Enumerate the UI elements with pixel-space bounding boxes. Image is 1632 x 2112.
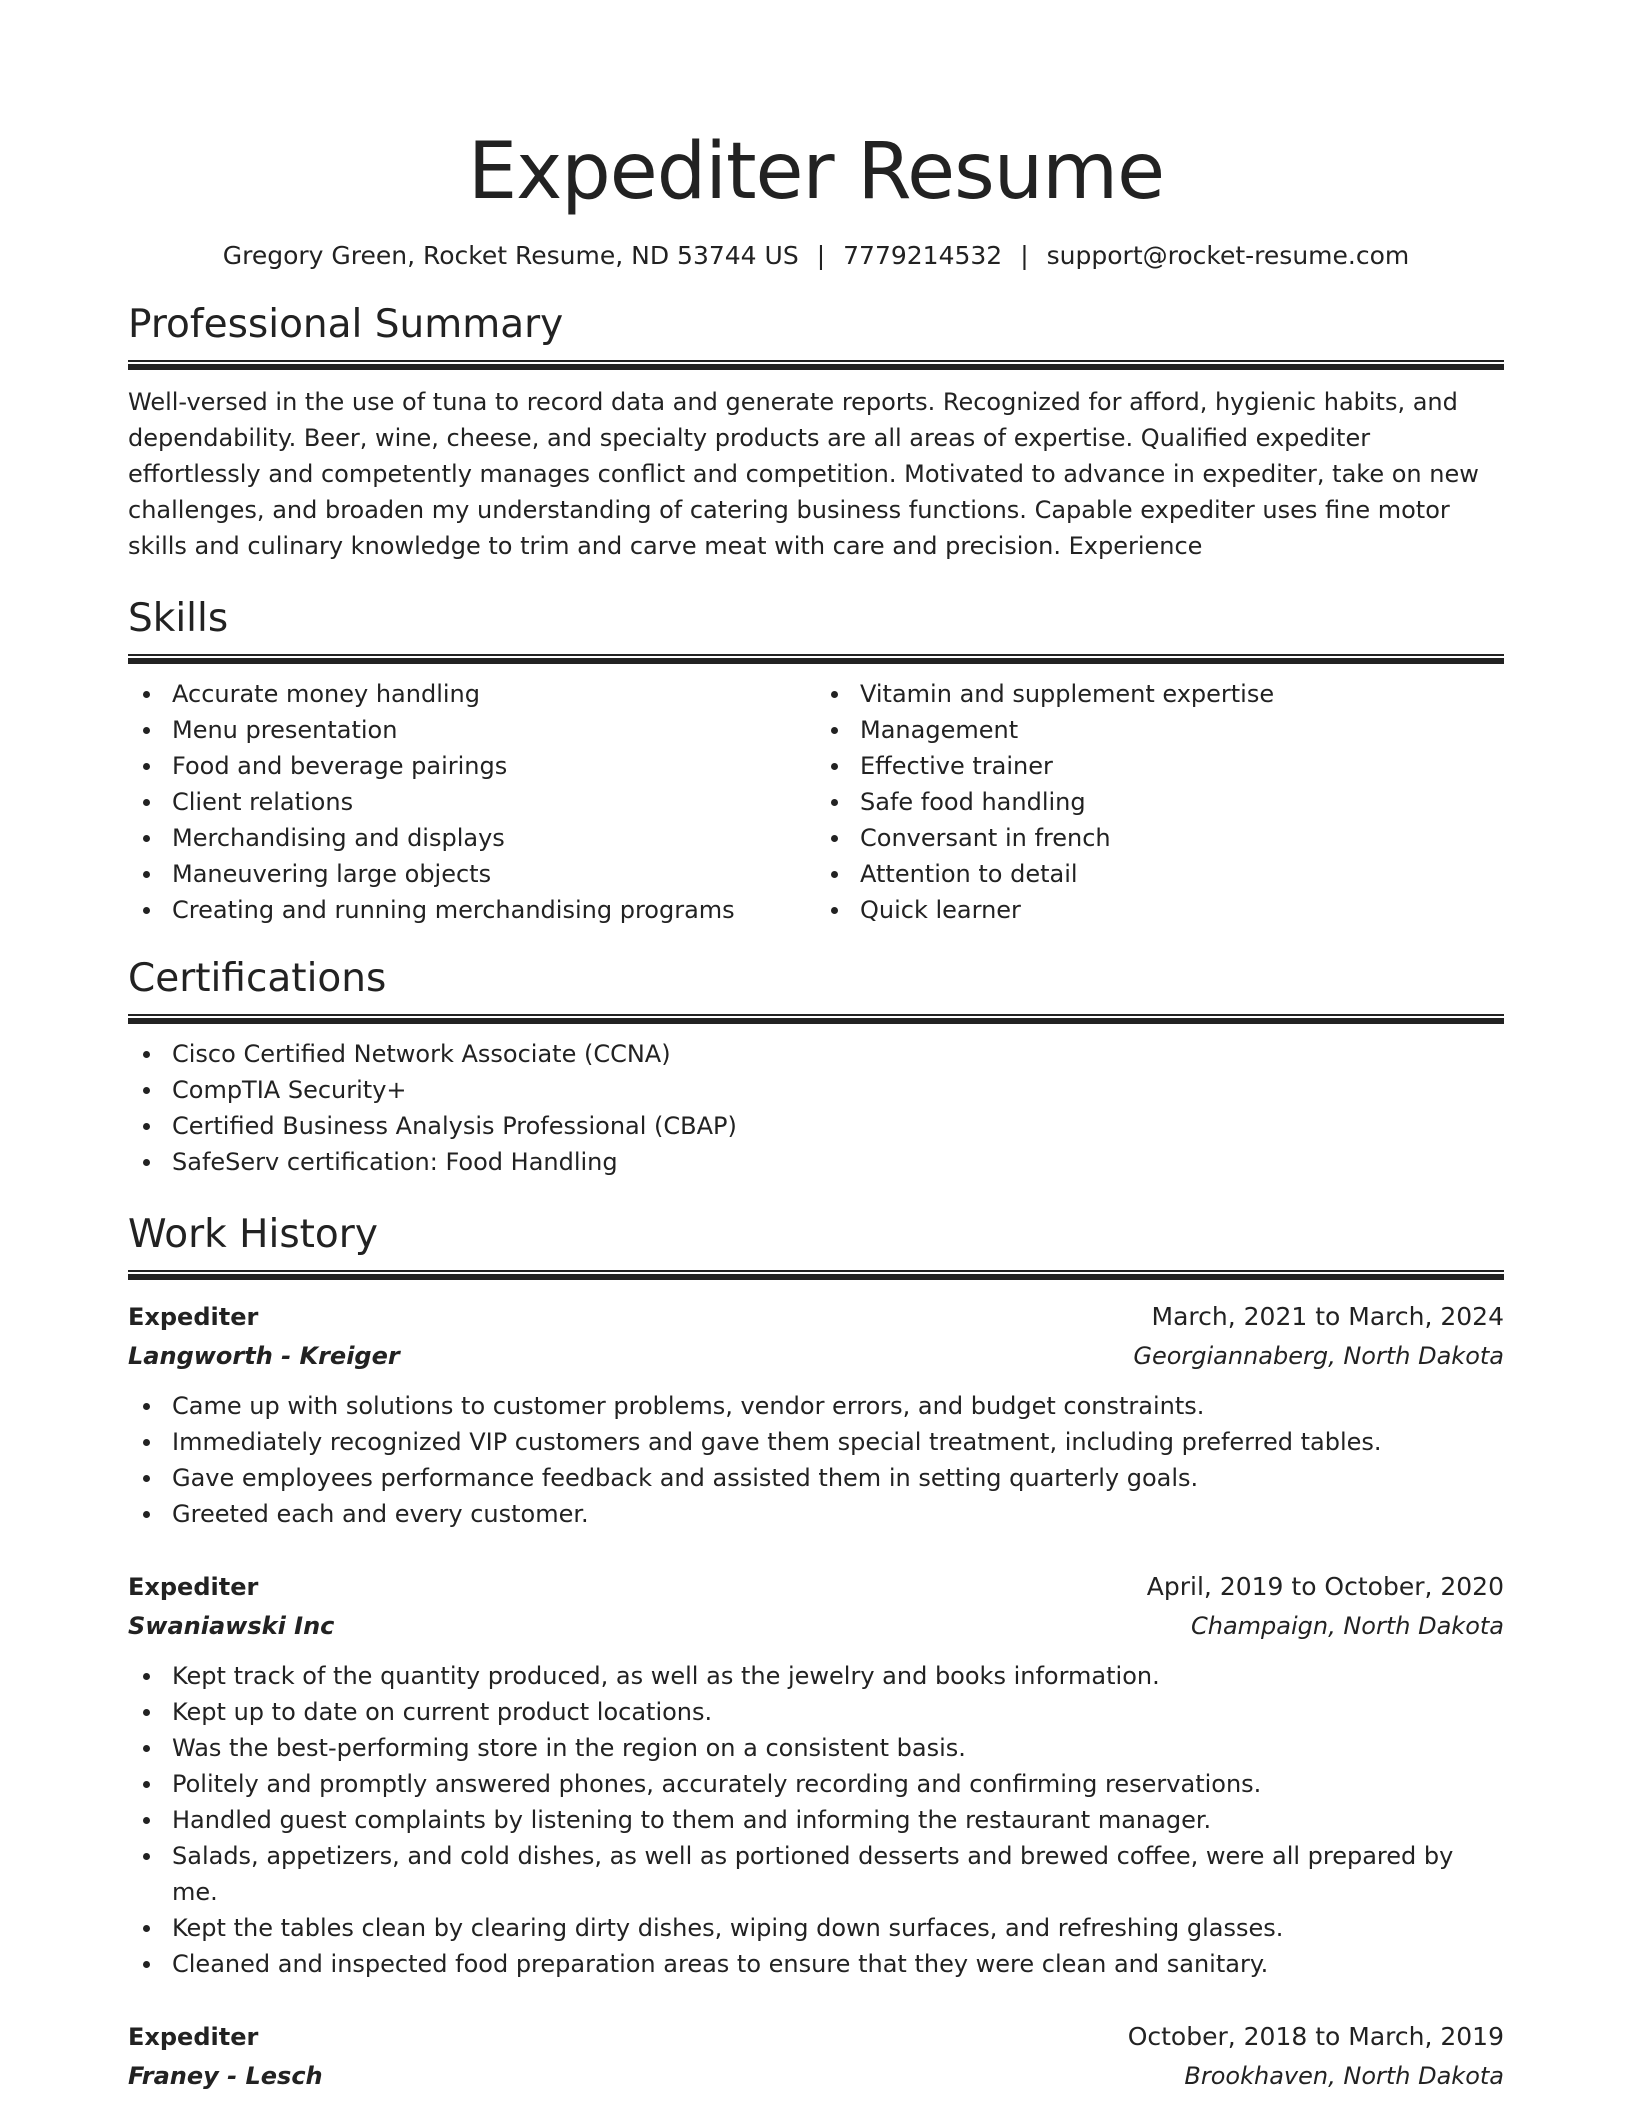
certifications-list [128,1036,1504,1180]
job-company: Langworth - Kreiger [128,1342,400,1370]
job-dates: March, 2021 to March, 2024 [1151,1302,1504,1331]
job-duty-item: Cleaned and inspected food preparation areas to ensure that they were clean and sanitary. [128,1946,1504,1982]
job-entry [128,1298,1504,1532]
job-location: Champaign, North Dakota [1190,1612,1504,1640]
skills-column-left [128,676,816,928]
job-header-row [128,1298,1504,1336]
skills-grid [128,676,1504,928]
skills-list-left [128,676,816,928]
skill-item: Accurate money handling [128,676,816,712]
certifications-section [128,954,1504,1180]
contact-separator: | [1020,241,1029,270]
resume-title: Expediter Resume [467,127,1165,217]
skills-column-right [816,676,1504,928]
section-divider [128,360,1504,370]
job-dates: October, 2018 to March, 2019 [1127,2022,1504,2051]
job-duty-item: Greeted each and every customer. [128,1496,1504,1532]
contact-separator: | [816,241,826,270]
job-location: Georgiannaberg, North Dakota [1133,1342,1504,1370]
job-duty-item: Gave employees performance feedback and assisted them in setting quarterly goals. [128,1460,1504,1496]
skill-item: Menu presentation [128,712,816,748]
job-company-row [128,1336,1504,1376]
skill-item: Management [816,712,1504,748]
job-entry [128,2018,1504,2096]
certification-item: SafeServ certification: Food Handling [128,1144,1504,1180]
job-duty-item: Immediately recognized VIP customers and gave them special treatment, including preferred tables. [128,1424,1504,1460]
job-duty-item: Kept up to date on current product locations. [128,1694,1504,1730]
job-company: Swaniawski Inc [128,1612,335,1640]
job-duty-item: Kept the tables clean by clearing dirty dishes, wiping down surfaces, and refreshing glasses. [128,1910,1504,1946]
section-heading-summary: Professional Summary [128,302,564,347]
skill-item: Quick learner [816,892,1504,928]
certification-item: CompTIA Security+ [128,1072,1504,1108]
job-title: Expediter [128,1573,259,1601]
section-heading-work-history: Work History [128,1212,378,1257]
skill-item: Merchandising and displays [128,820,816,856]
skill-item: Safe food handling [816,784,1504,820]
contact-email: support@rocket-resume.com [1046,241,1410,270]
job-duty-item: Kept track of the quantity produced, as well as the jewelry and books information. [128,1658,1504,1694]
skill-item: Food and beverage pairings [128,748,816,784]
job-duty-item: Was the best-performing store in the region on a consistent basis. [128,1730,1504,1766]
job-dates: April, 2019 to October, 2020 [1146,1572,1504,1601]
skills-list-right [816,676,1504,928]
skill-item: Client relations [128,784,816,820]
job-duty-item: Came up with solutions to customer problems, vendor errors, and budget constraints. [128,1388,1504,1424]
skill-item: Vitamin and supplement expertise [816,676,1504,712]
job-title: Expediter [128,2023,259,2051]
section-divider [128,1014,1504,1024]
job-header-row [128,1568,1504,1606]
summary-text: Well-versed in the use of tuna to record data and generate reports. Recognized for afford, hygienic habits, and dependability. Beer, wine, cheese, and specialty products are all areas of expertise. Qualified expediter effortlessly and competently manages conflict and competition. Motivated to advance in expediter, take on new challenges, and broaden my understanding of catering business functions. Capable expediter uses fine motor skills and culinary knowledge to trim and carve meat with care and precision. Experience [128,388,1479,560]
job-duty-item: Politely and promptly answered phones, accurately recording and confirming reservations. [128,1766,1504,1802]
certification-item: Certified Business Analysis Professional (CBAP) [128,1108,1504,1144]
skill-item: Effective trainer [816,748,1504,784]
job-duties-list [128,1658,1504,1982]
skill-item: Maneuvering large objects [128,856,816,892]
section-heading-certifications: Certifications [128,956,387,1001]
work-history-section [128,1210,1504,2096]
job-company: Franey - Lesch [128,2062,323,2090]
skills-section [128,594,1504,928]
job-header-row [128,2018,1504,2056]
summary-section [128,300,1504,564]
job-company-row [128,2056,1504,2096]
job-duties-list [128,1388,1504,1532]
contact-line [128,238,1504,274]
job-title: Expediter [128,1303,259,1331]
skill-item: Creating and running merchandising programs [128,892,816,928]
skill-item: Attention to detail [816,856,1504,892]
certification-item: Cisco Certified Network Associate (CCNA) [128,1036,1504,1072]
section-heading-skills: Skills [128,596,229,641]
job-duty-item: Handled guest complaints by listening to them and informing the restaurant manager. [128,1802,1504,1838]
section-divider [128,1270,1504,1280]
contact-address: Gregory Green, Rocket Resume, ND 53744 US [222,241,799,270]
contact-phone: 7779214532 [843,241,1003,270]
job-entry [128,1568,1504,1982]
section-divider [128,654,1504,664]
job-duty-item: Salads, appetizers, and cold dishes, as well as portioned desserts and brewed coffee, were all prepared by me. [128,1838,1504,1910]
job-location: Brookhaven, North Dakota [1184,2062,1504,2090]
job-company-row [128,1606,1504,1646]
skill-item: Conversant in french [816,820,1504,856]
